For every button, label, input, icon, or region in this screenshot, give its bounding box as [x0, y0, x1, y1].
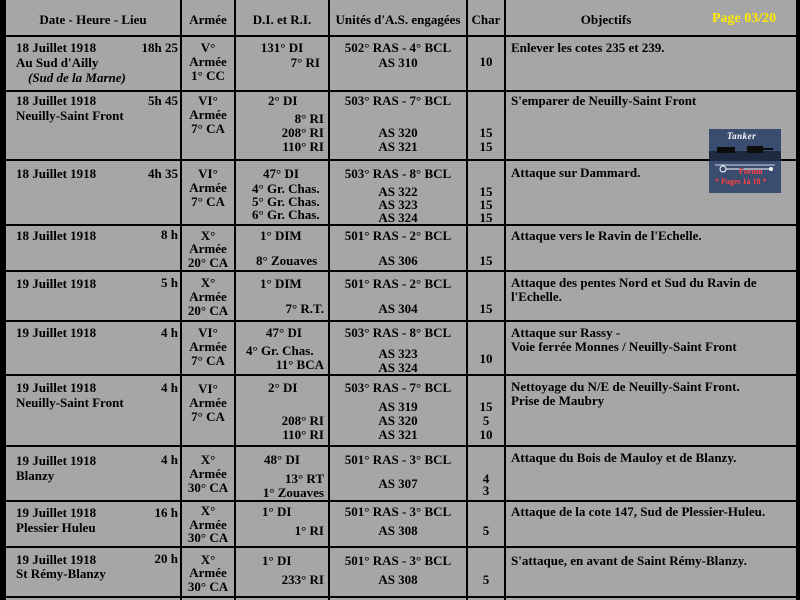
row-place: Neuilly-Saint Front — [16, 108, 124, 123]
row-division: 48° DI — [264, 452, 300, 467]
row-date: 18 Juillet 1918 — [16, 166, 97, 181]
logo-forum-label: Forum — [739, 167, 763, 176]
row-divider — [6, 270, 796, 272]
row-char: 15 — [479, 139, 493, 154]
row-unit: 503° RAS - 8° BCL — [344, 166, 452, 181]
row-divider — [6, 90, 796, 92]
row-armee: Armée — [189, 565, 227, 580]
row-objective: Prise de Maubry — [511, 393, 605, 408]
row-char: 15 — [479, 125, 493, 140]
row-armee: X° — [200, 452, 216, 467]
row-armee: Armée — [189, 54, 227, 69]
row-objective: Enlever les cotes 235 et 239. — [511, 40, 665, 55]
row-division: 2° DI — [268, 380, 298, 395]
row-date: 19 Juillet 1918 — [16, 453, 97, 468]
row-objective: S'attaque, en avant de Saint Rémy-Blanzy. — [511, 553, 747, 568]
row-divider — [6, 445, 796, 447]
header-date: Date - Heure - Lieu — [39, 12, 147, 27]
row-unit: AS 319 — [378, 399, 418, 414]
row-time: 8 h — [161, 227, 178, 242]
row-char: 10 — [479, 351, 493, 366]
row-unit: AS 320 — [378, 125, 418, 140]
row-armee: 20° CA — [187, 303, 229, 318]
row-division: 1° DI — [262, 553, 292, 568]
row-unit: AS 310 — [378, 55, 418, 70]
row-unit: AS 321 — [378, 427, 418, 442]
row-unit: 501° RAS - 2° BCL — [344, 228, 452, 243]
row-division: 1° DIM — [260, 228, 302, 243]
row-char: 10 — [479, 54, 493, 69]
row-regiment: 7° R.T. — [285, 301, 324, 316]
row-unit: AS 306 — [378, 253, 418, 268]
row-armee: 30° CA — [187, 530, 229, 545]
row-regiment: 13° RT — [284, 471, 324, 486]
row-objective: Nettoyage du N/E de Neuilly-Saint Front. — [511, 379, 740, 394]
row-divider — [6, 596, 796, 598]
row-regiment: 8° Zouaves — [256, 253, 318, 268]
row-objective: Attaque sur Rassy - — [511, 325, 621, 340]
row-divider — [6, 320, 796, 322]
row-regiment: 4° Gr. Chas. — [246, 343, 314, 358]
row-time: 16 h — [154, 505, 178, 520]
row-divider — [6, 546, 796, 548]
row-unit: AS 320 — [378, 413, 418, 428]
row-regiment: 7° RI — [290, 55, 320, 70]
row-place: Neuilly-Saint Front — [16, 395, 124, 410]
row-objective: S'emparer de Neuilly-Saint Front — [511, 93, 697, 108]
row-objective: Attaque des pentes Nord et Sud du Ravin de — [511, 275, 757, 290]
row-armee: X° — [200, 503, 216, 518]
row-date: 19 Juillet 1918 — [16, 380, 97, 395]
row-armee: Armée — [189, 107, 227, 122]
row-armee: Armée — [189, 339, 227, 354]
row-armee: 7° CA — [191, 409, 225, 424]
row-time: 20 h — [154, 551, 178, 566]
row-armee: VI° — [198, 93, 218, 108]
row-armee: 20° CA — [187, 255, 229, 270]
row-armee: X° — [200, 275, 216, 290]
row-armee: Armée — [189, 180, 227, 195]
row-date: 19 Juillet 1918 — [16, 276, 97, 291]
row-char: 3 — [482, 483, 490, 498]
row-unit: AS 308 — [378, 523, 418, 538]
row-time: 18h 25 — [141, 40, 178, 55]
row-time: 4 h — [161, 325, 178, 340]
row-objective: Attaque vers le Ravin de l'Echelle. — [511, 228, 702, 243]
row-regiment: 11° BCA — [275, 357, 324, 372]
row-division: 1° DIM — [260, 276, 302, 291]
row-regiment: 208° RI — [281, 125, 324, 140]
header-unites: Unités d'A.S. engagées — [335, 12, 461, 27]
row-objective: l'Echelle. — [511, 289, 562, 304]
row-regiment: 6° Gr. Chas. — [252, 207, 320, 222]
row-char: 4 — [482, 471, 490, 486]
row-objective: Voie ferrée Monnes / Neuilly-Saint Front — [511, 339, 737, 354]
header-armee: Armée — [189, 12, 227, 27]
row-objective: Attaque sur Dammard. — [511, 165, 641, 180]
row-armee: Armée — [189, 466, 227, 481]
row-regiment: 5° Gr. Chas. — [252, 194, 320, 209]
row-armee: X° — [200, 552, 216, 567]
row-objective: Attaque de la cote 147, Sud de Plessier-Huleu. — [511, 504, 766, 519]
row-division: 1° DI — [262, 504, 292, 519]
row-armee: 7° CA — [191, 121, 225, 136]
row-unit: 503° RAS - 7° BCL — [344, 380, 452, 395]
row-division: 2° DI — [268, 93, 298, 108]
row-armee: VI° — [198, 325, 218, 340]
row-date: 19 Juillet 1918 — [16, 552, 97, 567]
row-regiment: 233° RI — [281, 572, 324, 587]
row-armee: Armée — [189, 289, 227, 304]
row-date: 18 Juillet 1918 — [16, 93, 97, 108]
row-char: 5 — [482, 523, 490, 538]
row-char: 15 — [479, 197, 493, 212]
row-armee: 7° CA — [191, 353, 225, 368]
row-unit: AS 324 — [378, 210, 418, 225]
row-armee: 1° CC — [191, 68, 225, 83]
row-char: 5 — [482, 572, 490, 587]
row-date: 19 Juillet 1918 — [16, 325, 97, 340]
row-division: 47° DI — [266, 325, 302, 340]
logo-pages-label: * Pages 1à 18 * — [715, 177, 767, 186]
header-objectifs: Objectifs — [580, 12, 632, 27]
row-unit: 503° RAS - 8° BCL — [344, 325, 452, 340]
row-place: Plessier Huleu — [16, 520, 96, 535]
row-unit: 503° RAS - 7° BCL — [344, 93, 452, 108]
row-unit: AS 304 — [378, 301, 418, 316]
header-char: Char — [471, 12, 501, 27]
row-armee: 30° CA — [187, 480, 229, 495]
row-armee: Armée — [189, 241, 227, 256]
row-unit: AS 322 — [378, 184, 418, 199]
row-unit: AS 324 — [378, 360, 418, 375]
row-unit: 501° RAS - 3° BCL — [344, 452, 452, 467]
row-place: Blanzy — [16, 468, 55, 483]
row-unit: 502° RAS - 4° BCL — [344, 40, 452, 55]
row-unit: AS 308 — [378, 572, 418, 587]
row-date: 18 Juillet 1918 — [16, 40, 97, 55]
row-unit: AS 307 — [378, 476, 418, 491]
row-place: Au Sud d'Ailly — [16, 55, 99, 70]
row-regiment: 110° RI — [282, 139, 324, 154]
row-unit: AS 321 — [378, 139, 418, 154]
row-place-note: (Sud de la Marne) — [28, 70, 126, 85]
row-unit: 501° RAS - 2° BCL — [344, 276, 452, 291]
row-time: 4 h — [161, 380, 178, 395]
row-regiment: 1° RI — [294, 523, 324, 538]
row-unit: AS 323 — [378, 346, 418, 361]
row-char: 15 — [479, 399, 493, 414]
row-unit: 501° RAS - 3° BCL — [344, 553, 452, 568]
row-place: St Rémy-Blanzy — [16, 566, 106, 581]
row-regiment: 4° Gr. Chas. — [252, 181, 320, 196]
row-unit: AS 323 — [378, 197, 418, 212]
tanker-forum-logo[interactable] — [709, 129, 781, 193]
logo-title: Tanker — [727, 131, 757, 141]
row-divider — [6, 159, 796, 161]
row-date: 19 Juillet 1918 — [16, 505, 97, 520]
row-division: 47° DI — [263, 166, 299, 181]
row-time: 5h 45 — [148, 93, 178, 108]
row-armee: 30° CA — [187, 579, 229, 594]
row-date: 18 Juillet 1918 — [16, 228, 97, 243]
row-char: 15 — [479, 210, 493, 225]
row-char: 15 — [479, 301, 493, 316]
row-regiment: 1° Zouaves — [262, 485, 324, 500]
row-time: 4h 35 — [148, 166, 178, 181]
row-division: 131° DI — [260, 40, 304, 55]
row-char: 10 — [479, 427, 493, 442]
row-unit: 501° RAS - 3° BCL — [344, 504, 452, 519]
row-char: 15 — [479, 253, 493, 268]
row-armee: Armée — [189, 395, 227, 410]
row-time: 4 h — [161, 452, 178, 467]
row-armee: VI° — [198, 381, 218, 396]
row-armee: Armée — [189, 517, 227, 532]
row-char: 15 — [479, 184, 493, 199]
row-armee: VI° — [198, 166, 218, 181]
row-divider — [6, 35, 796, 37]
row-char: 5 — [482, 413, 490, 428]
row-armee: V° — [200, 40, 216, 55]
row-regiment: 208° RI — [281, 413, 324, 428]
row-armee: 7° CA — [191, 194, 225, 209]
row-divider — [6, 500, 796, 502]
header-di-ri: D.I. et R.I. — [252, 12, 312, 27]
page-indicator: Page 03/20 — [712, 11, 777, 26]
row-regiment: 110° RI — [282, 427, 324, 442]
operations-table — [6, 0, 796, 600]
row-time: 5 h — [161, 275, 178, 290]
row-armee: X° — [200, 228, 216, 243]
row-regiment: 8° RI — [294, 111, 324, 126]
row-objective: Attaque du Bois de Mauloy et de Blanzy. — [511, 450, 737, 465]
